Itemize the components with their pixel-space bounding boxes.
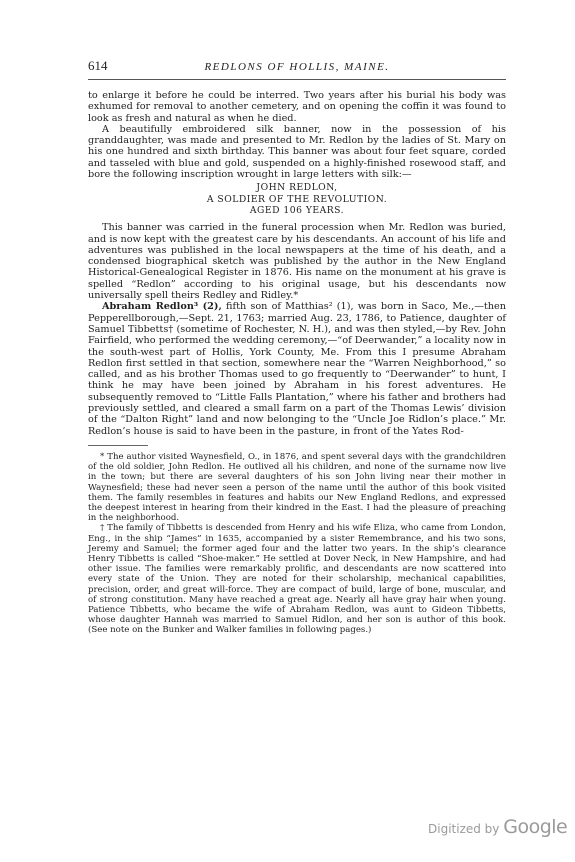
entry-text: fifth son of Matthias² (1), was born in Saco, Me.,—then Pepperellborough,—Sept. 21, 1763; married Aug. 23, 1786, to Patience, daughter of Samuel Tibbetts† (sometime of Rochester, N. H.), and was then styled,—by Rev. John Fairfield, who performed the wedding ceremony,—“of Deerwander,” a locality now in the south-west part of Hollis, York County, Me. From this I presume Abraham Redlon first settled in that section, somewhere near the “Warren Neighborhood,” so called, and as his brother Thomas used to go frequently to “Deerwander” to hunt, I think he may have been joined by Abraham in his forest adventures. He subsequently removed to “Little Falls Plantation,” where his father and brothers had previously settled, and cleared a small farm on a part of the Thomas Lewis’ division of the “Dalton Right” land and now belonging to the “Uncle Joe Ridlon’s place.” Mr. Redlon’s house is said to have been in the pasture, in front of the Yates Rod-	[88, 301, 506, 437]
paragraph-funeral: This banner was carried in the funeral procession when Mr. Redlon was buried, and is now kept with the greatest care by his descendants. An account of his life and adventures was published in the local newspapers at the time of his death, and a condensed biographical sketch was published by the author in the New England Historical-Genealogical Register in 1876. His name on the monument at his grave is spelled “Redlon” according to his original usage, but his descendants now universally spell theirs Redley and Ridley.*	[88, 222, 506, 302]
footnote-tibbetts: † The family of Tibbetts is descended from Henry and his wife Eliza, who came from London, Eng., in the ship “James” in 1635, accompanied by a sister Remembrance, and his two sons, Jeremy and Samuel; the former aged four and the latter two years. In the ship’s clearance Henry Tibbetts is called “Shoe-maker.” He settled at Dover Neck, in New Hampshire, and had other issue. The families were remarkably prolific, and descendants are now scattered into every state of the Union. They are noted for their scholarship, mechanical capabilities, precision, order, and great will-force. They are compact of build, large of bone, muscular, and of strong constitution. Many have reached a great age. Nearly all have gray hair when young. Patience Tibbetts, who became the wife of Abraham Redlon, was aunt to Gideon Tibbetts, whose daughter Hannah was married to Samuel Ridlon, and her son is author of this book. (See note on the Bunker and Walker families in following pages.)	[88, 523, 506, 636]
paragraph-banner: A beautifully embroidered silk banner, now in the possession of his granddaughter, was made and presented to Mr. Redlon by the ladies of St. Mary on his one hundred and sixth birthday. This banner was about four feet square, corded and tasseled with blue and gold, suspended on a highly-finished rosewood staff, and bore the following inscription wrought in large letters with silk:—	[88, 123, 506, 181]
inscription-line-1: JOHN REDLON,	[256, 182, 338, 194]
digitized-watermark	[428, 816, 568, 838]
inscription-line-2: A SOLDIER OF THE REVOLUTION.	[206, 193, 388, 205]
google-logo: Google	[503, 816, 568, 838]
book-page	[88, 58, 506, 636]
entry-name: Abraham Redlon³ (2),	[102, 301, 222, 313]
page-number: 614	[88, 58, 108, 73]
footnotes	[88, 452, 506, 636]
paragraph-burial: to enlarge it before he could be interred. Two years after his burial his body was exhumed for removal to another cemetery, and on opening the coffin it was found to look as fresh and natural as when he died.	[88, 90, 506, 124]
footnote-waynesfield: * The author visited Waynesfield, O., in 1876, and spent several days with the grandchildren of the old soldier, John Redlon. He outlived all his children, and none of the surname now live in the town; but there are several daughters of his son John living near their mother in Waynesfield; these had never seen a person of the name until the author of this book visited them. The family resembles in features and habits our New England Redlons, and expressed the deepest interest in hearing from their kindred in the East. I had the pleasure of preaching in the neighborhood.	[88, 451, 506, 524]
paragraph-abraham	[88, 301, 506, 437]
banner-inscription	[88, 182, 506, 216]
footnote-divider	[88, 445, 148, 446]
page-header	[88, 58, 506, 80]
running-title: REDLONS OF HOLLIS, MAINE.	[204, 61, 390, 73]
inscription-line-3: AGED 106 YEARS.	[249, 204, 345, 216]
body-text	[88, 90, 506, 437]
watermark-prefix: Digitized by	[428, 822, 500, 836]
